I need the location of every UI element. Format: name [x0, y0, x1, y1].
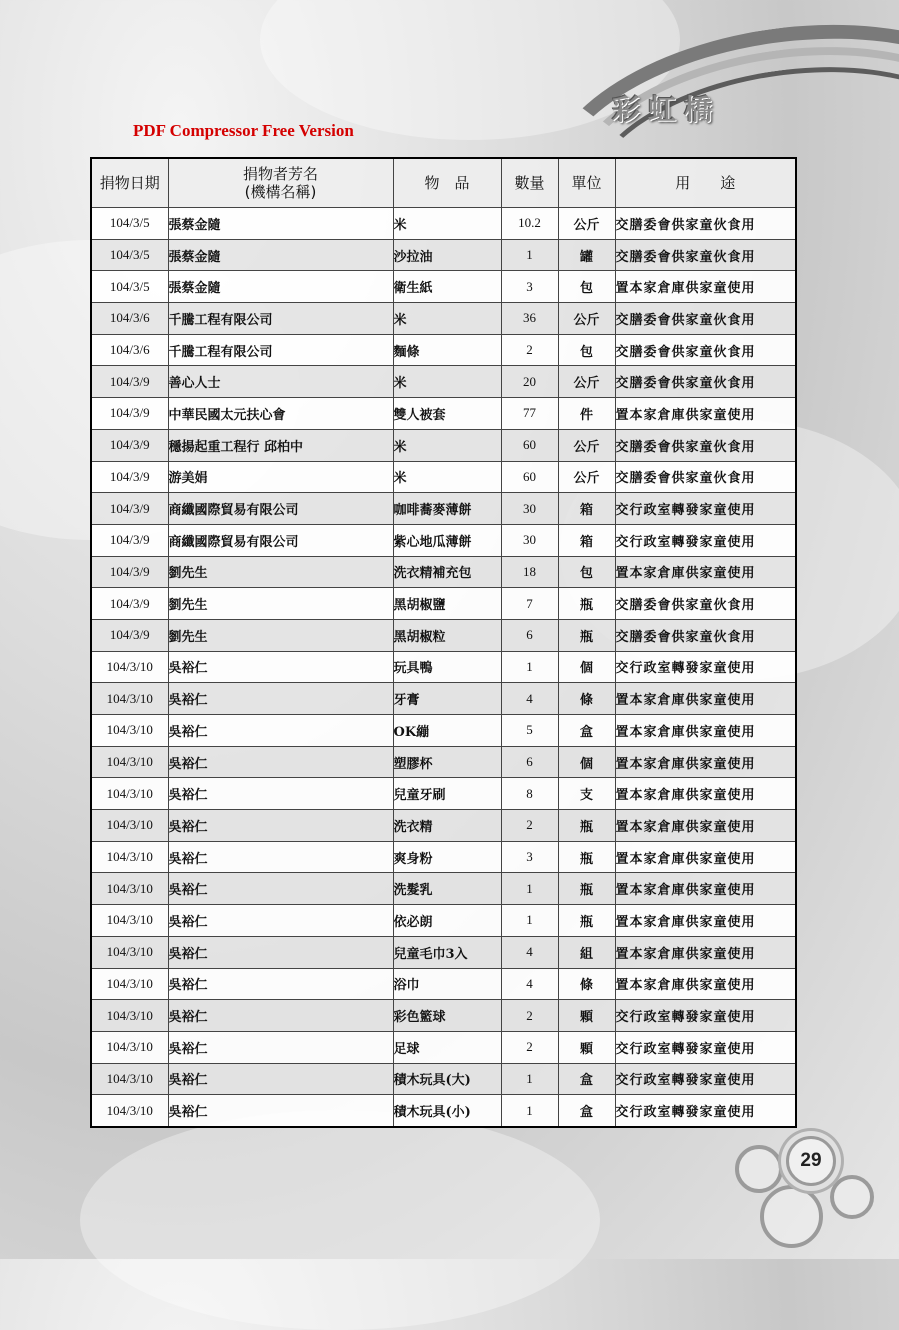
cell-date: 104/3/9 — [91, 524, 168, 556]
cell-date: 104/3/6 — [91, 303, 168, 335]
decorative-ring — [735, 1145, 783, 1193]
cell-donor: 吳裕仁 — [168, 683, 393, 715]
cell-donor: 吳裕仁 — [168, 841, 393, 873]
cell-qty: 10.2 — [501, 208, 558, 240]
cell-qty: 1 — [501, 239, 558, 271]
cell-donor: 吳裕仁 — [168, 715, 393, 747]
cell-unit: 公斤 — [558, 208, 615, 240]
cell-unit: 罐 — [558, 239, 615, 271]
table-row — [91, 873, 796, 905]
table-row — [91, 619, 796, 651]
cell-item: 兒童牙刷 — [393, 778, 501, 810]
cell-unit: 公斤 — [558, 461, 615, 493]
cell-donor: 商纖國際貿易有限公司 — [168, 493, 393, 525]
table-row — [91, 1095, 796, 1127]
cell-donor: 商纖國際貿易有限公司 — [168, 524, 393, 556]
cell-unit: 盒 — [558, 715, 615, 747]
decorative-ring — [760, 1185, 823, 1248]
cell-use: 置本家倉庫供家童使用 — [615, 873, 796, 905]
cell-qty: 77 — [501, 398, 558, 430]
cell-donor: 千騰工程有限公司 — [168, 303, 393, 335]
cell-use: 置本家倉庫供家童使用 — [615, 271, 796, 303]
cell-unit: 顆 — [558, 1031, 615, 1063]
header-qty: 數量 — [501, 158, 558, 208]
table-row — [91, 936, 796, 968]
table-row — [91, 588, 796, 620]
table-row — [91, 239, 796, 271]
cell-qty: 6 — [501, 746, 558, 778]
cell-qty: 6 — [501, 619, 558, 651]
cell-use: 置本家倉庫供家童使用 — [615, 398, 796, 430]
background-petal — [80, 1110, 600, 1330]
table-row — [91, 303, 796, 335]
cell-item: 積木玩具(大) — [393, 1063, 501, 1095]
cell-qty: 60 — [501, 461, 558, 493]
cell-qty: 7 — [501, 588, 558, 620]
table-row — [91, 524, 796, 556]
cell-date: 104/3/5 — [91, 208, 168, 240]
cell-use: 置本家倉庫供家童使用 — [615, 778, 796, 810]
cell-donor: 吳裕仁 — [168, 873, 393, 905]
table-row — [91, 1031, 796, 1063]
cell-qty: 1 — [501, 1095, 558, 1127]
cell-date: 104/3/10 — [91, 841, 168, 873]
cell-item: 兒童毛巾3入 — [393, 936, 501, 968]
cell-date: 104/3/9 — [91, 398, 168, 430]
cell-unit: 公斤 — [558, 303, 615, 335]
pdf-watermark: PDF Compressor Free Version — [133, 121, 354, 140]
cell-qty: 2 — [501, 334, 558, 366]
cell-item: 牙膏 — [393, 683, 501, 715]
cell-unit: 瓶 — [558, 905, 615, 937]
cell-unit: 箱 — [558, 524, 615, 556]
cell-unit: 公斤 — [558, 429, 615, 461]
cell-unit: 支 — [558, 778, 615, 810]
cell-donor: 游美娟 — [168, 461, 393, 493]
cell-date: 104/3/10 — [91, 810, 168, 842]
cell-date: 104/3/10 — [91, 905, 168, 937]
cell-date: 104/3/9 — [91, 429, 168, 461]
cell-unit: 個 — [558, 651, 615, 683]
cell-qty: 1 — [501, 1063, 558, 1095]
cell-donor: 吳裕仁 — [168, 1031, 393, 1063]
cell-use: 交行政室轉發家童使用 — [615, 1063, 796, 1095]
cell-date: 104/3/5 — [91, 271, 168, 303]
table-row — [91, 556, 796, 588]
cell-item: 麵條 — [393, 334, 501, 366]
cell-use: 置本家倉庫供家童使用 — [615, 746, 796, 778]
table-row — [91, 841, 796, 873]
cell-use: 置本家倉庫供家童使用 — [615, 841, 796, 873]
cell-use: 交行政室轉發家童使用 — [615, 524, 796, 556]
cell-use: 交膳委會供家童伙食用 — [615, 303, 796, 335]
cell-unit: 箱 — [558, 493, 615, 525]
cell-qty: 3 — [501, 271, 558, 303]
table-row — [91, 1063, 796, 1095]
cell-item: 積木玩具(小) — [393, 1095, 501, 1127]
header-use: 用 途 — [615, 158, 796, 208]
cell-donor: 吳裕仁 — [168, 778, 393, 810]
cell-qty: 2 — [501, 1031, 558, 1063]
header-date: 捐物日期 — [91, 158, 168, 208]
cell-unit: 組 — [558, 936, 615, 968]
cell-item: 足球 — [393, 1031, 501, 1063]
cell-use: 交行政室轉發家童使用 — [615, 1000, 796, 1032]
cell-date: 104/3/10 — [91, 778, 168, 810]
cell-donor: 吳裕仁 — [168, 936, 393, 968]
cell-qty: 4 — [501, 936, 558, 968]
cell-unit: 盒 — [558, 1063, 615, 1095]
cell-use: 置本家倉庫供家童使用 — [615, 905, 796, 937]
table-row — [91, 715, 796, 747]
cell-donor: 吳裕仁 — [168, 905, 393, 937]
cell-donor: 張蔡金隨 — [168, 208, 393, 240]
cell-qty: 20 — [501, 366, 558, 398]
cell-unit: 瓶 — [558, 810, 615, 842]
cell-date: 104/3/10 — [91, 936, 168, 968]
cell-item: 沙拉油 — [393, 239, 501, 271]
cell-qty: 3 — [501, 841, 558, 873]
cell-use: 置本家倉庫供家童使用 — [615, 968, 796, 1000]
cell-qty: 4 — [501, 968, 558, 1000]
cell-date: 104/3/9 — [91, 461, 168, 493]
cell-use: 置本家倉庫供家童使用 — [615, 556, 796, 588]
cell-use: 交行政室轉發家童使用 — [615, 1095, 796, 1127]
cell-qty: 30 — [501, 493, 558, 525]
cell-date: 104/3/9 — [91, 556, 168, 588]
cell-use: 置本家倉庫供家童使用 — [615, 936, 796, 968]
decorative-ring — [830, 1175, 874, 1219]
cell-item: 依必朗 — [393, 905, 501, 937]
cell-date: 104/3/9 — [91, 366, 168, 398]
cell-use: 交膳委會供家童伙食用 — [615, 208, 796, 240]
cell-unit: 顆 — [558, 1000, 615, 1032]
cell-item: 衛生紙 — [393, 271, 501, 303]
cell-date: 104/3/10 — [91, 715, 168, 747]
cell-qty: 8 — [501, 778, 558, 810]
table-row — [91, 461, 796, 493]
cell-unit: 條 — [558, 968, 615, 1000]
table-row — [91, 905, 796, 937]
cell-item: 米 — [393, 366, 501, 398]
cell-use: 置本家倉庫供家童使用 — [615, 810, 796, 842]
cell-use: 交行政室轉發家童使用 — [615, 493, 796, 525]
cell-item: 爽身粉 — [393, 841, 501, 873]
cell-item: 洗髮乳 — [393, 873, 501, 905]
cell-donor: 吳裕仁 — [168, 1095, 393, 1127]
table-row — [91, 429, 796, 461]
brand-title: 彩虹橋 — [612, 93, 721, 126]
table-row — [91, 271, 796, 303]
cell-unit: 包 — [558, 556, 615, 588]
cell-date: 104/3/10 — [91, 1000, 168, 1032]
cell-item: 紫心地瓜薄餅 — [393, 524, 501, 556]
page-number: 29 — [786, 1136, 836, 1186]
cell-donor: 吳裕仁 — [168, 1063, 393, 1095]
cell-donor: 吳裕仁 — [168, 968, 393, 1000]
cell-qty: 60 — [501, 429, 558, 461]
cell-donor: 中華民國太元扶心會 — [168, 398, 393, 430]
cell-item: 浴巾 — [393, 968, 501, 1000]
table-row — [91, 778, 796, 810]
cell-use: 交膳委會供家童伙食用 — [615, 366, 796, 398]
table-row — [91, 208, 796, 240]
cell-item: 塑膠杯 — [393, 746, 501, 778]
table-row — [91, 810, 796, 842]
cell-donor: 千騰工程有限公司 — [168, 334, 393, 366]
cell-unit: 瓶 — [558, 841, 615, 873]
cell-item: 黑胡椒鹽 — [393, 588, 501, 620]
table-body — [91, 208, 796, 1127]
cell-donor: 劉先生 — [168, 556, 393, 588]
cell-date: 104/3/10 — [91, 1063, 168, 1095]
cell-donor: 穩揚起重工程行 邱柏中 — [168, 429, 393, 461]
cell-donor: 張蔡金隨 — [168, 271, 393, 303]
cell-item: 洗衣精 — [393, 810, 501, 842]
cell-qty: 30 — [501, 524, 558, 556]
table-row — [91, 366, 796, 398]
cell-qty: 5 — [501, 715, 558, 747]
table-row — [91, 398, 796, 430]
cell-use: 置本家倉庫供家童使用 — [615, 683, 796, 715]
cell-item: 米 — [393, 429, 501, 461]
cell-date: 104/3/10 — [91, 873, 168, 905]
cell-unit: 件 — [558, 398, 615, 430]
cell-date: 104/3/5 — [91, 239, 168, 271]
cell-date: 104/3/6 — [91, 334, 168, 366]
cell-unit: 包 — [558, 334, 615, 366]
cell-unit: 盒 — [558, 1095, 615, 1127]
cell-use: 交膳委會供家童伙食用 — [615, 239, 796, 271]
cell-use: 交膳委會供家童伙食用 — [615, 619, 796, 651]
cell-item: 黑胡椒粒 — [393, 619, 501, 651]
cell-unit: 瓶 — [558, 873, 615, 905]
cell-qty: 1 — [501, 873, 558, 905]
table-row — [91, 968, 796, 1000]
cell-donor: 張蔡金隨 — [168, 239, 393, 271]
table-row — [91, 334, 796, 366]
cell-item: 咖啡蕎麥薄餅 — [393, 493, 501, 525]
cell-qty: 2 — [501, 810, 558, 842]
cell-item: 玩具鴨 — [393, 651, 501, 683]
cell-date: 104/3/10 — [91, 1031, 168, 1063]
cell-unit: 個 — [558, 746, 615, 778]
cell-item: 彩色籃球 — [393, 1000, 501, 1032]
cell-qty: 1 — [501, 905, 558, 937]
cell-item: 米 — [393, 303, 501, 335]
cell-unit: 條 — [558, 683, 615, 715]
cell-unit: 瓶 — [558, 619, 615, 651]
header-unit: 單位 — [558, 158, 615, 208]
cell-date: 104/3/10 — [91, 746, 168, 778]
header-donor — [168, 158, 393, 208]
table-row — [91, 746, 796, 778]
cell-qty: 36 — [501, 303, 558, 335]
cell-date: 104/3/10 — [91, 651, 168, 683]
cell-unit: 瓶 — [558, 588, 615, 620]
cell-date: 104/3/10 — [91, 1095, 168, 1127]
cell-use: 交膳委會供家童伙食用 — [615, 429, 796, 461]
cell-item: 洗衣精補充包 — [393, 556, 501, 588]
table-row — [91, 683, 796, 715]
cell-item: 雙人被套 — [393, 398, 501, 430]
cell-item: 米 — [393, 208, 501, 240]
header-item: 物 品 — [393, 158, 501, 208]
table-header-row — [91, 158, 796, 208]
cell-date: 104/3/9 — [91, 588, 168, 620]
cell-donor: 吳裕仁 — [168, 746, 393, 778]
cell-donor: 吳裕仁 — [168, 651, 393, 683]
cell-date: 104/3/9 — [91, 619, 168, 651]
cell-unit: 公斤 — [558, 366, 615, 398]
cell-qty: 4 — [501, 683, 558, 715]
cell-date: 104/3/9 — [91, 493, 168, 525]
cell-donor: 劉先生 — [168, 588, 393, 620]
cell-use: 交行政室轉發家童使用 — [615, 651, 796, 683]
cell-qty: 2 — [501, 1000, 558, 1032]
cell-use: 交行政室轉發家童使用 — [615, 1031, 796, 1063]
cell-use: 交膳委會供家童伙食用 — [615, 461, 796, 493]
cell-donor: 吳裕仁 — [168, 1000, 393, 1032]
table-row — [91, 651, 796, 683]
cell-use: 置本家倉庫供家童使用 — [615, 715, 796, 747]
cell-use: 交膳委會供家童伙食用 — [615, 588, 796, 620]
cell-use: 交膳委會供家童伙食用 — [615, 334, 796, 366]
cell-date: 104/3/10 — [91, 683, 168, 715]
table-row — [91, 1000, 796, 1032]
header-donor-line1: 捐物者芳名 — [242, 165, 318, 183]
cell-donor: 吳裕仁 — [168, 810, 393, 842]
cell-date: 104/3/10 — [91, 968, 168, 1000]
header-donor-line2: (機構名稱) — [244, 183, 317, 201]
cell-donor: 善心人士 — [168, 366, 393, 398]
cell-donor: 劉先生 — [168, 619, 393, 651]
cell-item: 米 — [393, 461, 501, 493]
cell-item: OK繃 — [393, 715, 501, 747]
cell-unit: 包 — [558, 271, 615, 303]
donation-table — [90, 157, 797, 1128]
cell-qty: 18 — [501, 556, 558, 588]
table-row — [91, 493, 796, 525]
cell-qty: 1 — [501, 651, 558, 683]
